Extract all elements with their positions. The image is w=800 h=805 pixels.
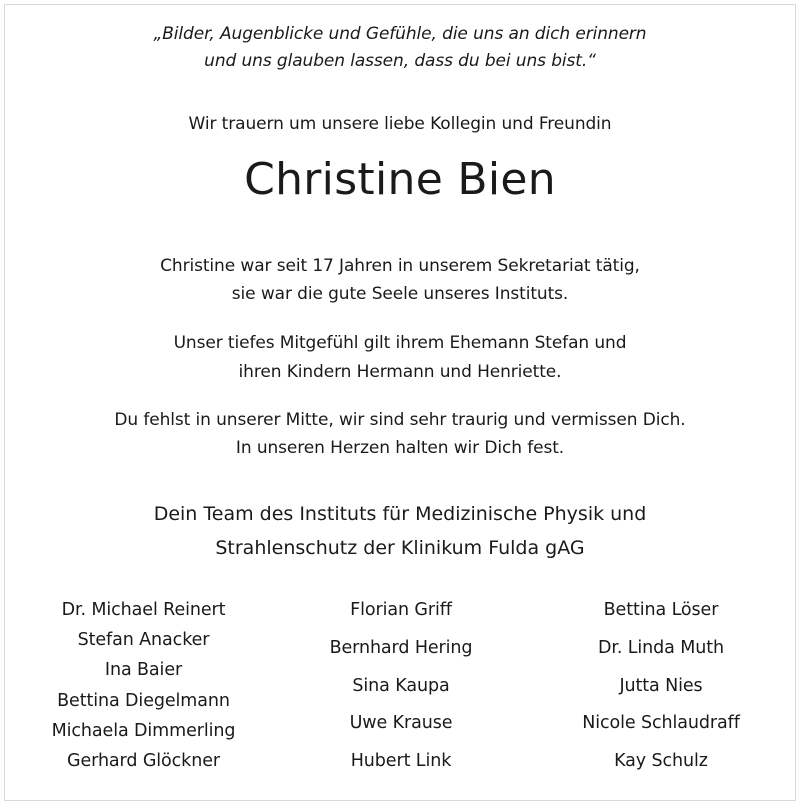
signatory-name: Stefan Anacker [77,630,210,650]
signatory-name: Bettina Löser [603,600,719,620]
quote-line-2: und uns glauben lassen, dass du bei uns bist.“ [204,51,596,71]
intro-text: Wir trauern um unsere liebe Kollegin und Freundin [188,114,612,134]
signatory-name: Bernhard Hering [329,638,473,658]
team-line-1: Dein Team des Instituts für Medizinische Physik und [153,503,647,525]
signatory-name: Michaela Dimmerling [51,721,236,741]
paragraph-3-line-2: In unseren Herzen halten wir Dich fest. [235,438,565,458]
signatory-name: Nicole Schlaudraff [582,713,740,733]
paragraph-1-line-1: Christine war seit 17 Jahren in unserem Sekretariat tätig, [160,256,640,276]
team-line-2: Strahlenschutz der Klinikum Fulda gAG [215,537,585,559]
signatory-name: Kay Schulz [614,751,708,771]
signatory-name: Bettina Diegelmann [57,691,230,711]
signatory-name: Sina Kaupa [352,676,450,696]
deceased-name: Christine Bien [244,154,556,205]
signatory-name: Hubert Link [350,751,452,771]
signatory-name: Ina Baier [104,660,183,680]
paragraph-2-line-1: Unser tiefes Mitgefühl gilt ihrem Ehemann Stefan und [173,333,627,353]
quote-line-1: „Bilder, Augenblicke und Gefühle, die uns an dich erinnern [153,24,647,44]
signatory-name: Florian Griff [350,600,452,620]
signatory-name: Dr. Michael Reinert [61,600,226,620]
signatory-name: Dr. Linda Muth [597,638,725,658]
signatory-name: Gerhard Glöckner [67,751,220,771]
signatory-name: Jutta Nies [619,676,703,696]
paragraph-3-line-1: Du fehlst in unserer Mitte, wir sind sehr traurig und vermissen Dich. [114,410,686,430]
paragraph-1-line-2: sie war die gute Seele unseres Instituts. [231,284,569,304]
paragraph-2-line-2: ihren Kindern Hermann und Henriette. [238,362,562,382]
signatory-name: Uwe Krause [349,713,453,733]
